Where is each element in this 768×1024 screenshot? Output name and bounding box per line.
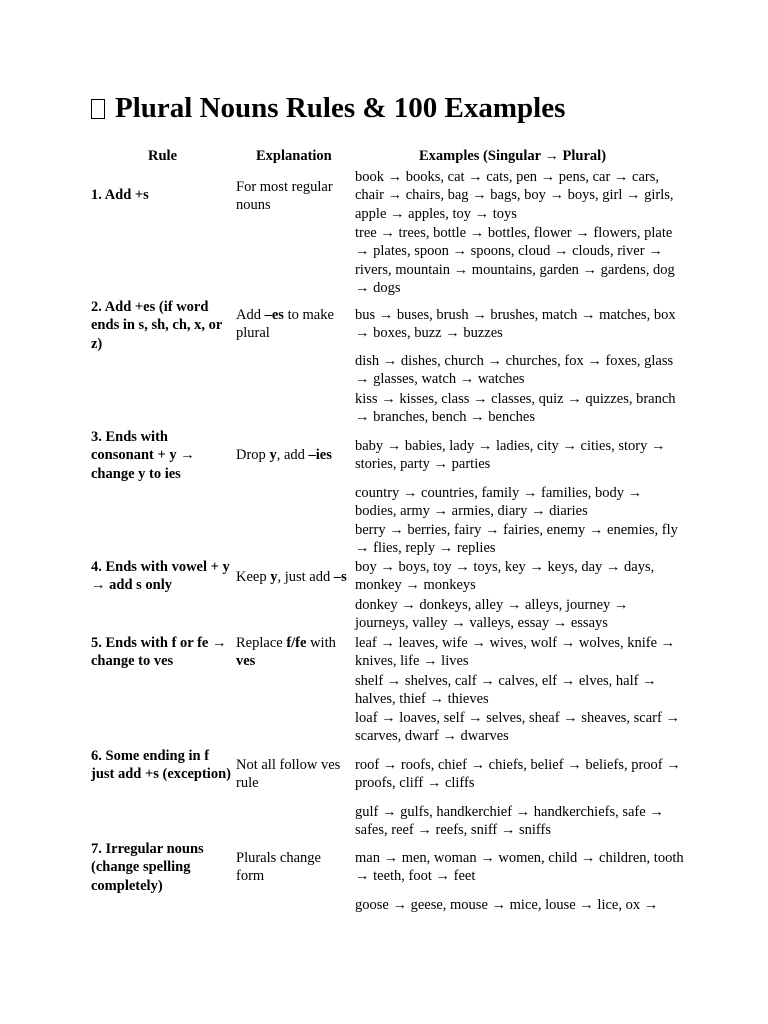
examples-cell: roof → roofs, chief → chiefs, belief → beliefs, proof → proofs, cliff → cliffs [355,757,681,792]
examples-cell: bus → buses, brush → brushes, match → matches, box → boxes, buzz → buzzes [355,307,676,342]
examples-cell: loaf → loaves, self → selves, sheaf → sheaves, scarf → scarves, dwarf → dwarves [355,710,680,745]
examples-cell: donkey → donkeys, alley → alleys, journey → journeys, valley → valleys, essay → essays [355,597,629,632]
examples-cell: gulf → gulfs, handkerchief → handkerchiefs, safe → safes, reef → reefs, sniff → sniffs [355,804,664,839]
rule-6: 6. Some ending in f just add +s (exception) [91,748,231,783]
explanation-7: Plurals change form [236,850,321,885]
rule-7: 7. Irregular nouns (change spelling completely) [91,841,204,894]
examples-cell: boy → boys, toy → toys, key → keys, day → days, monkey → monkeys [355,559,655,594]
examples-cell: book → books, cat → cats, pen → pens, car → cars, chair → chairs, bag → bags, boy → boys, girl → girls, apple → apples, toy → toys [355,169,674,222]
explanation-5: Replace f/fe with ves [236,635,336,670]
examples-cell: leaf → leaves, wife → wives, wolf → wolves, knife → knives, life → lives [355,635,676,670]
header-examples: Examples (Singular → Plural) [419,148,607,164]
explanation-1: For most regular nouns [236,179,333,214]
examples-cell: shelf → shelves, calf → calves, elf → elves, half → halves, thief → thieves [355,673,657,708]
explanation-6: Not all follow ves rule [236,757,341,792]
page-title-text: Plural Nouns Rules & 100 Examples [115,92,566,124]
examples-cell: goose → geese, mouse → mice, louse → lice, ox → [355,897,659,913]
examples-cell: dish → dishes, church → churches, fox → foxes, glass → glasses, watch → watches [355,353,674,388]
explanation-3: Drop y, add –ies [236,447,332,463]
page-title [91,92,565,125]
missing-glyph-icon [91,99,105,119]
rule-3: 3. Ends with consonant + y → change y to ies [91,429,195,482]
examples-cell: baby → babies, lady → ladies, city → cities, story → stories, party → parties [355,438,666,473]
header-explanation: Explanation [256,148,332,164]
examples-cell: tree → trees, bottle → bottles, flower → flowers, plate → plates, spoon → spoons, cloud → clouds, river → rivers, mountain → mountains, garden → gardens, dog → dogs [355,225,675,296]
examples-cell: kiss → kisses, class → classes, quiz → quizzes, branch → branches, bench → benches [355,391,676,426]
explanation-2: Add –es to make plural [236,307,334,342]
rule-4: 4. Ends with vowel + y → add s only [91,559,230,594]
rule-1: 1. Add +s [91,187,149,203]
rule-5: 5. Ends with f or fe → change to ves [91,635,227,670]
examples-cell: berry → berries, fairy → fairies, enemy → enemies, fly → flies, reply → replies [355,522,678,557]
explanation-4: Keep y, just add –s [236,569,347,585]
header-rule: Rule [148,148,177,164]
rule-2: 2. Add +es (if word ends in s, sh, ch, x, or z) [91,299,223,352]
examples-cell: country → countries, family → families, body → bodies, army → armies, diary → diaries [355,485,643,520]
examples-cell: man → men, woman → women, child → children, tooth → teeth, foot → feet [355,850,684,885]
